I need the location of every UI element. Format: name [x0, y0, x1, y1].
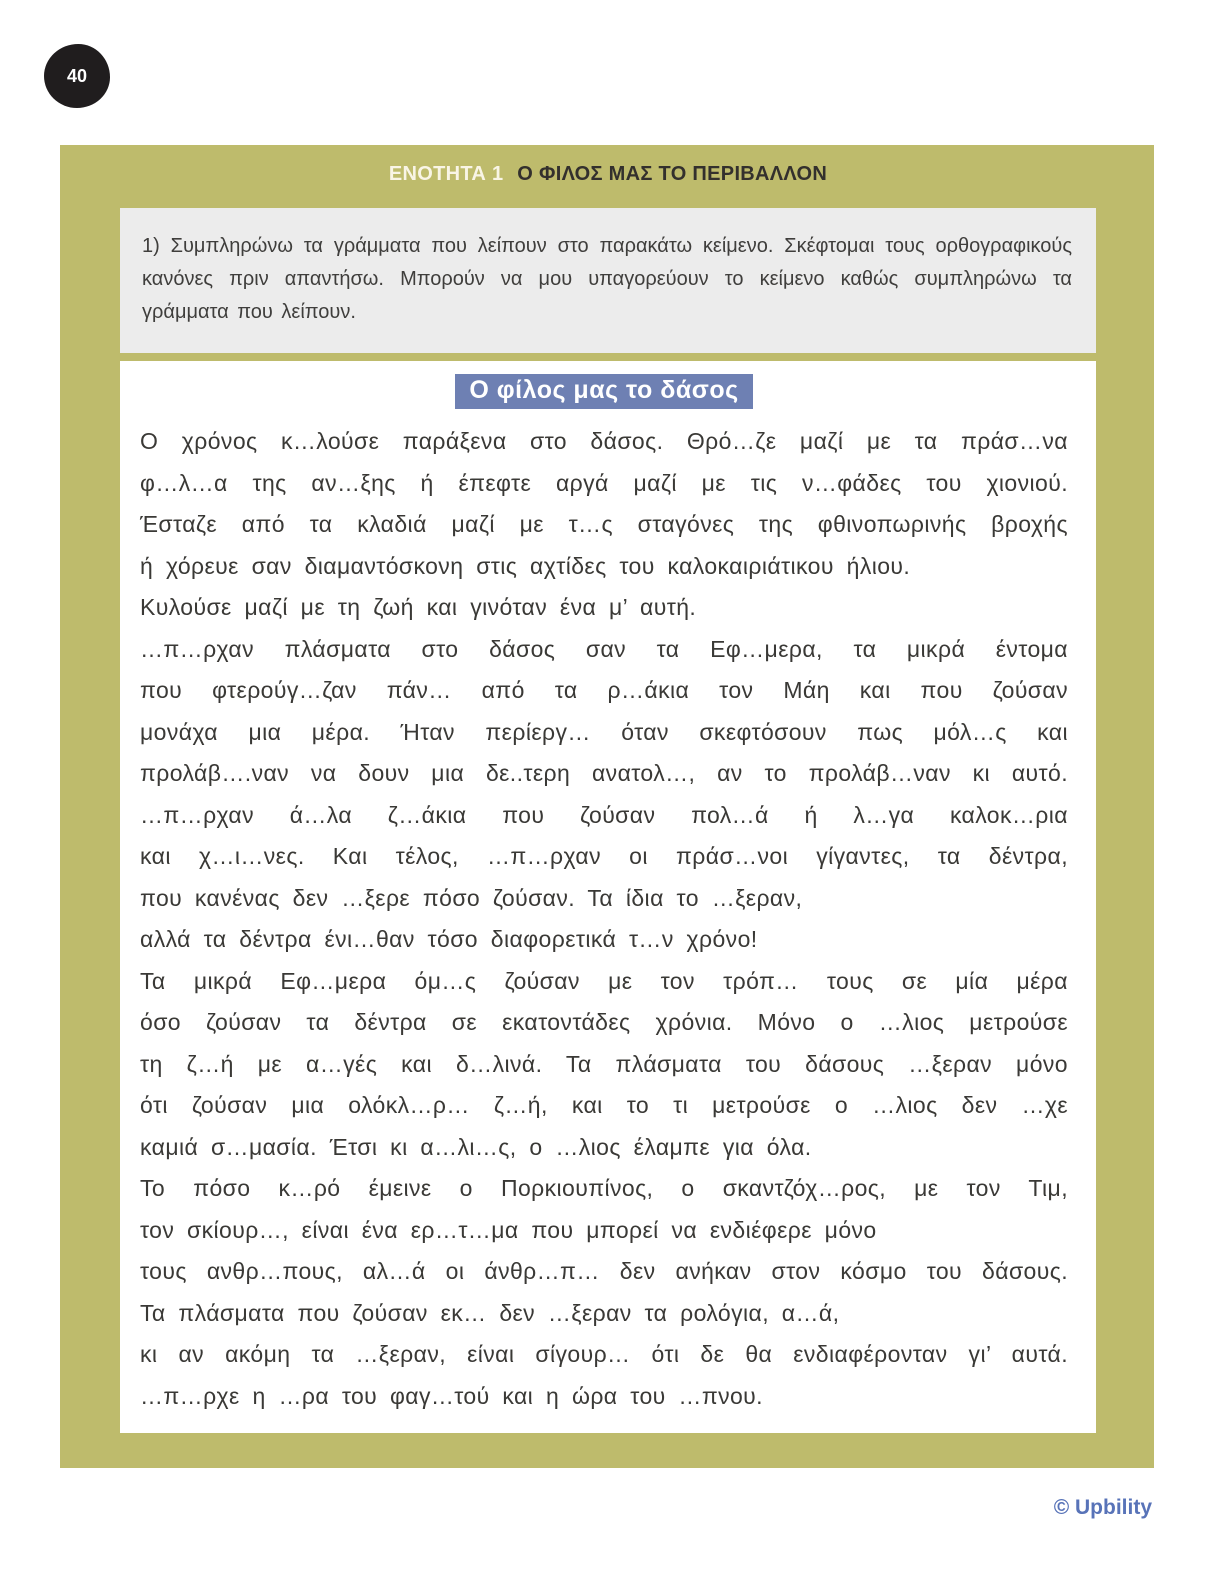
unit-title: Ο ΦΙΛΟΣ ΜΑΣ ΤΟ ΠΕΡΙΒΑΛΛΟΝ	[517, 163, 828, 185]
worksheet-panel	[60, 145, 1154, 1468]
story-line: τον σκίουρ…, είναι ένα ερ…τ…μα που μπορεί να ενδιέφερε μόνο	[140, 1216, 877, 1243]
story-line: φ…λ…α της αν…ξης ή έπεφτε αργά μαζί με τις ν…φάδες του χιονιού.	[140, 469, 1068, 496]
story-line: τους ανθρ…πους, αλ…ά οι άνθρ…π… δεν ανήκαν στον κόσμο του δάσους.	[140, 1258, 1068, 1284]
story-line: Έσταζε από τα κλαδιά μαζί με τ…ς σταγόνες της φθινοπωρινής βροχής	[140, 511, 1068, 537]
story-line: …π…ρχαν ά…λα ζ…άκια που ζούσαν πολ…ά ή λ…γα καλοκ…ρια	[140, 801, 1068, 828]
story-line: …π…ρχε η …ρα του φαγ…τού και η ώρα του …πνου.	[140, 1382, 763, 1409]
story-box	[120, 361, 1096, 1433]
footer	[1054, 1496, 1152, 1520]
story-line: Το πόσο κ…ρό έμεινε ο Πορκιουπίνος, ο σκαντζόχ…ρος, με τον Τιμ,	[140, 1175, 1068, 1201]
story-line: όσο ζούσαν τα δέντρα σε εκατοντάδες χρόνια. Μόνο ο …λιος μετρούσε	[140, 1009, 1068, 1035]
story-line: προλάβ….ναν να δουν μια δε..τερη ανατολ…, αν το προλάβ…ναν κι αυτό.	[140, 760, 1068, 786]
page-number-badge	[44, 44, 110, 108]
unit-header	[120, 161, 1096, 188]
unit-label: ΕΝΟΤΗΤΑ 1	[388, 163, 504, 185]
story-line: κι αν ακόμη τα …ξεραν, είναι σίγουρ… ότι δε θα ενδιαφέρονταν γι’ αυτά.	[140, 1341, 1068, 1367]
story-line: Ο χρόνος κ…λούσε παράξενα στο δάσος. Θρό…ζε μαζί με τα πράσ…να	[140, 428, 1068, 454]
story-line: που φτερούγ…ζαν πάν… από τα ρ…άκια τον Μάη και που ζούσαν	[140, 677, 1068, 703]
instruction-text: 1) Συμπληρώνω τα γράμματα που λείπουν στο παρακάτω κείμενο. Σκέφτομαι τους ορθογραφικούς κανόνες πριν απαντήσω. Μπορούν να μου υπαγορεύουν το κείμενο καθώς συμπληρώνω τα γράμματα που λείπουν.	[142, 235, 1072, 323]
story-title: Ο φίλος μας το δάσος	[455, 374, 752, 409]
story-line: καμιά σ…μασία. Έτσι κι α…λι…ς, ο …λιος έλαμπε για όλα.	[140, 1133, 812, 1160]
story-line: Τα μικρά Εφ…μερα όμ…ς ζούσαν με τον τρόπ… τους σε μία μέρα	[140, 967, 1068, 994]
story-title-row	[140, 374, 1068, 409]
story-line: αλλά τα δέντρα ένι…θαν τόσο διαφορετικά τ…ν χρόνο!	[140, 926, 758, 952]
instruction-box	[120, 208, 1096, 353]
story-line: ή χόρευε σαν διαμαντόσκονη στις αχτίδες του καλοκαιριάτικου ήλιου.	[140, 552, 911, 579]
story-text	[140, 421, 1068, 1417]
story-line: ότι ζούσαν μια ολόκλ…ρ… ζ…ή, και το τι μετρούσε ο …λιος δεν …χε	[140, 1092, 1068, 1118]
story-line: Κυλούσε μαζί με τη ζωή και γινόταν ένα μ’ αυτή.	[140, 594, 697, 620]
story-line: που κανένας δεν …ξερε πόσο ζούσαν. Τα ίδια το …ξεραν,	[140, 884, 803, 911]
story-line: …π…ρχαν πλάσματα στο δάσος σαν τα Εφ…μερα, τα μικρά έντομα	[140, 635, 1068, 662]
copyright-text: © Upbility	[1053, 1496, 1152, 1519]
story-line: Τα πλάσματα που ζούσαν εκ… δεν …ξεραν τα ρολόγια, α…ά,	[140, 1299, 840, 1326]
story-line: μονάχα μια μέρα. Ήταν περίεργ… όταν σκεφτόσουν πως μόλ…ς και	[140, 718, 1068, 745]
story-line: τη ζ…ή με α…γές και δ…λινά. Τα πλάσματα του δάσους …ξεραν μόνο	[140, 1050, 1068, 1077]
page-number: 40	[66, 65, 88, 86]
story-line: και χ…ι…νες. Και τέλος, …π…ρχαν οι πράσ…νοι γίγαντες, τα δέντρα,	[140, 843, 1068, 869]
